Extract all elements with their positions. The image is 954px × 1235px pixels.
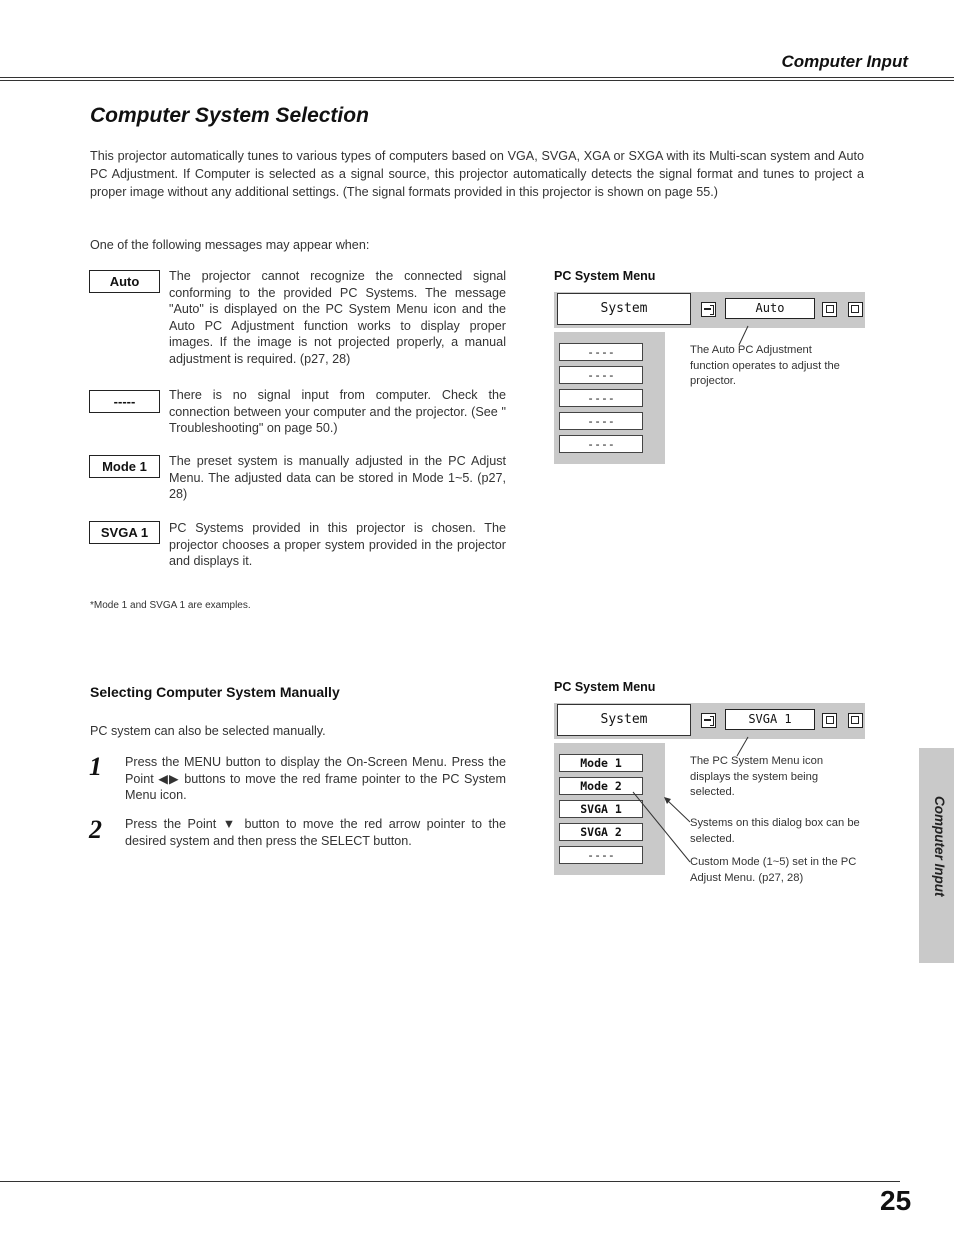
menu1-selected-system: Auto — [725, 298, 815, 319]
footnote: *Mode 1 and SVGA 1 are examples. — [90, 600, 251, 611]
message-tag-mode: Mode 1 — [89, 455, 160, 478]
menu2-callout-custom: Custom Mode (1~5) set in the PC Adjust Menu. (p27, 28) — [690, 856, 857, 884]
step-text: Press the Point ▼ button to move the red arrow pointer to the desired system and then press the SELECT button. — [125, 817, 506, 848]
menu1-item: ---- — [559, 412, 643, 430]
menu1-system-box: System — [557, 293, 691, 325]
menu1-callout: The Auto PC Adjustment function operates to adjust the projector. — [690, 344, 840, 387]
step-text: Press the MENU button to display the On-Screen Menu. Press the Point ◀▶ buttons to move the red frame pointer to the PC System Menu icon. — [125, 755, 506, 802]
menu1-item: ---- — [559, 343, 643, 361]
section-title: Computer Input — [781, 52, 908, 71]
message-desc-svga: PC Systems provided in this projector is chosen. The projector chooses a proper system provided in the projector and displays it. — [169, 521, 506, 568]
message-desc-none: There is no signal input from computer. Check the connection between your computer and the projector. (See " Troubleshooting" on page 50.) — [169, 388, 506, 435]
menu2-selected-system: SVGA 1 — [725, 709, 815, 730]
menu2-callout-systems: Systems on this dialog box can be selected. — [690, 817, 860, 845]
menu2-item: Mode 1 — [559, 754, 643, 772]
page-title: Computer System Selection — [90, 104, 369, 127]
manual-heading: Selecting Computer System Manually — [90, 684, 340, 700]
message-tag-auto: Auto — [89, 270, 160, 293]
message-desc-mode: The preset system is manually adjusted in the PC Adjust Menu. The adjusted data can be stored in Mode 1~5. (p27, 28) — [169, 454, 506, 501]
menu2-item: SVGA 2 — [559, 823, 643, 841]
page-number: 25 — [880, 1185, 912, 1216]
menu1-item: ---- — [559, 389, 643, 407]
menu2-callout-icon: The PC System Menu icon displays the system being selected. — [690, 755, 824, 798]
side-tab — [919, 748, 954, 963]
footer-rule — [0, 1181, 900, 1182]
menu2-label: PC System Menu — [554, 680, 656, 694]
menu2-item: ---- — [559, 846, 643, 864]
menu2-item: SVGA 1 — [559, 800, 643, 818]
menu1-item: ---- — [559, 366, 643, 384]
message-desc-auto: The projector cannot recognize the connected signal conforming to the provided PC Systems. The message "Auto" is displayed on the PC System Menu icon and the Auto PC Adjustment function works to display proper images. If the image is not projected properly, a manual adjustment is required. (p27, 28) — [169, 269, 506, 366]
messages-intro: One of the following messages may appear when: — [90, 238, 370, 252]
step-number: 2 — [89, 815, 102, 844]
menu2-system-box: System — [557, 704, 691, 736]
message-tag-none: ----- — [89, 390, 160, 413]
intro-paragraph: This projector automatically tunes to various types of computers based on VGA, SVGA, XGA or SXGA with its Multi-scan system and Auto PC Adjustment. If Computer is selected as a signal source, this projector automatically detects the signal format and tunes to project a proper image without any additional settings. (The signal formats provided in this projector is shown on page 55.) — [90, 149, 864, 199]
message-tag-svga: SVGA 1 — [89, 521, 160, 544]
menu1-item: ---- — [559, 435, 643, 453]
side-tab-label: Computer Input — [932, 796, 947, 897]
step-number: 1 — [89, 752, 102, 781]
manual-intro: PC system can also be selected manually. — [90, 724, 326, 738]
menu1-label: PC System Menu — [554, 269, 656, 283]
menu2-item: Mode 2 — [559, 777, 643, 795]
